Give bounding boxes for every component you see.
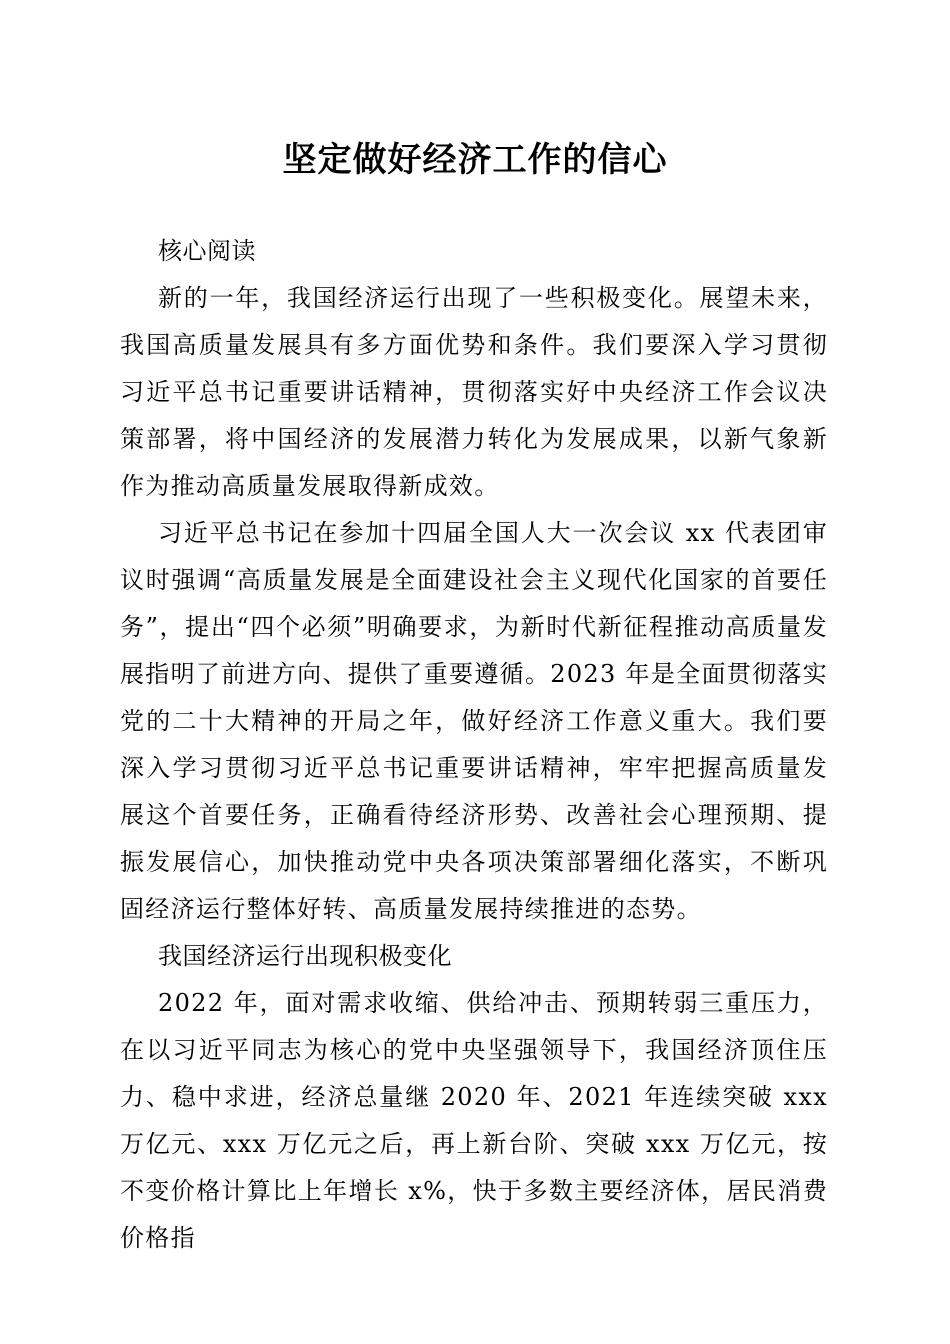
section-heading-economy: 我国经济运行出现积极变化	[158, 942, 452, 970]
paragraph-speech: 习近平总书记在参加十四届全国人大一次会议 xx 代表团审议时强调“高质量发展是全面建设社会主义现代化国家的首要任务”，提出“四个必须”明确要求，为新时代新征程推动高质量发展指明了前进方向、提供了重要遵循。2023 年是全面贯彻落实党的二十大精神的开局之年，做好经济工作意义重大。我们要深入学习贯彻习近平总书记重要讲话精神，牢牢把握高质量发展这个首要任务，正确看待经济形势、改善社会心理预期、提振发展信心，加快推动党中央各项决策部署细化落实，不断巩固经济运行整体好转、高质量发展持续推进的态势。	[120, 519, 828, 923]
document-body	[120, 228, 828, 1262]
paragraph-2022: 2022 年，面对需求收缩、供给冲击、预期转弱三重压力，在以习近平同志为核心的党中央坚强领导下，我国经济顶住压力、稳中求进，经济总量继 2020 年、2021 年连续突破 xxx 万亿元、xxx 万亿元之后，再上新台阶、突破 xxx 万亿元，按不变价格计算比上年增长 x%，快于多数主要经济体，居民消费价格指	[120, 989, 828, 1252]
document-title: 坚定做好经济工作的信心	[282, 140, 668, 180]
paragraph-intro: 新的一年，我国经济运行出现了一些积极变化。展望未来，我国高质量发展具有多方面优势和条件。我们要深入学习贯彻习近平总书记重要讲话精神，贯彻落实好中央经济工作会议决策部署，将中国经济的发展潜力转化为发展成果，以新气象新作为推动高质量发展取得新成效。	[120, 284, 828, 500]
section-heading-core-reading: 核心阅读	[158, 237, 256, 265]
